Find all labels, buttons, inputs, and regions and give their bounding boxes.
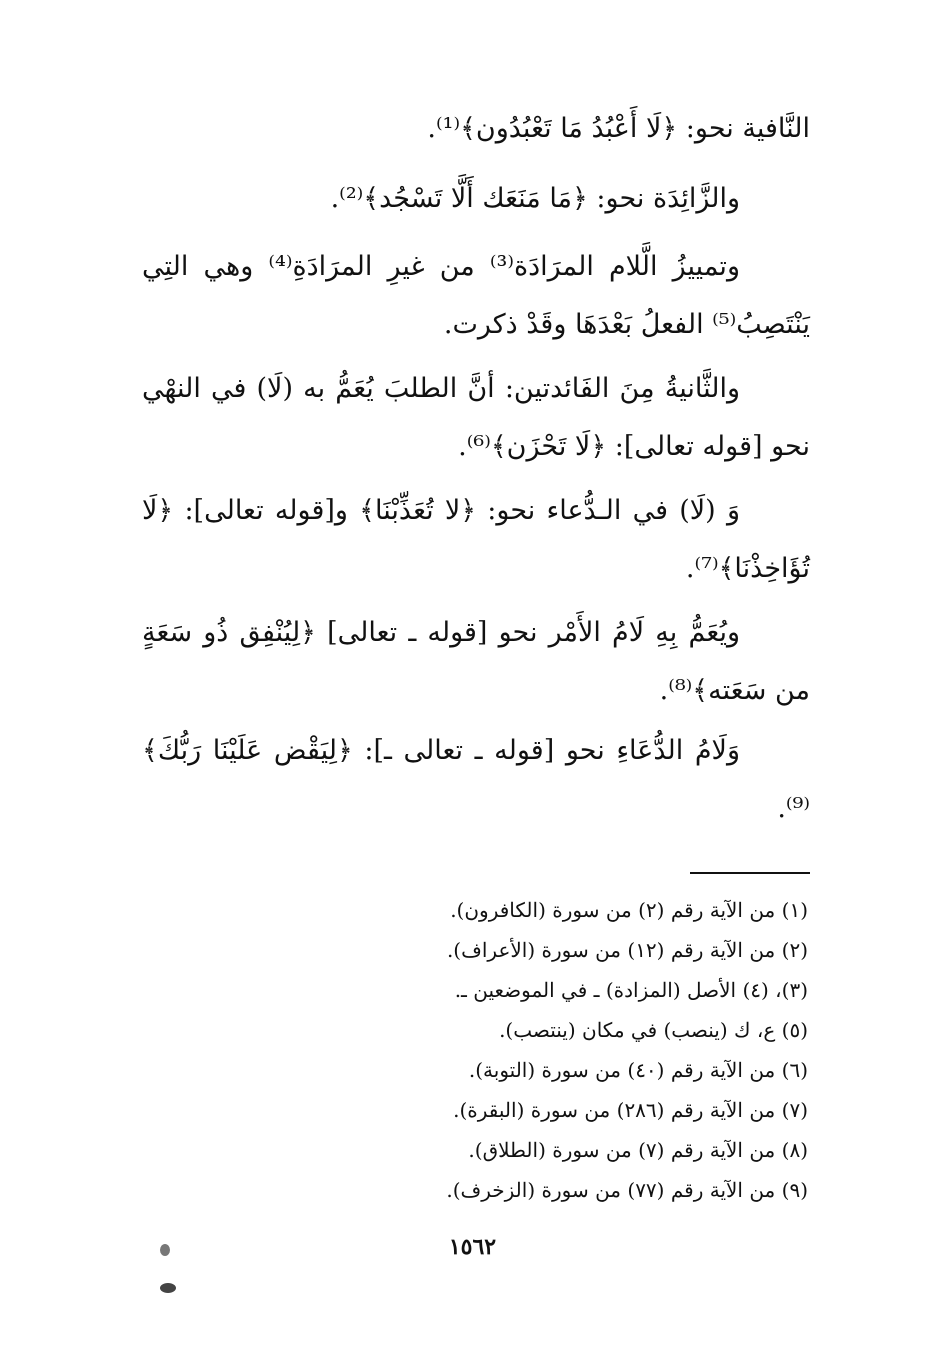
footnote-item: (١) من الآية رقم (٢) من سورة (الكافرون).	[450, 898, 808, 922]
footnote-item: (٨) من الآية رقم (٧) من سورة (الطلاق).	[468, 1138, 808, 1162]
paragraph-tamyiz-lam: وتمييزُ الَّلام المرَادَة⁽³⁾ من غيرِ المرَادَةِ⁽⁴⁾ وهي التِي يَنْتَصِبُ⁽⁵⁾ الفعلُ بَعْدَهَا وقَدْ ذكرت.	[142, 251, 810, 340]
paragraph-lam-dua: وَلَامُ الدُّعَاءِ نحو [قوله ـ تعالى ـ]: ﴿لِيَقْض عَلَيْنَا رَبُّكَ﴾⁽⁹⁾.	[142, 735, 810, 824]
ink-speck-mark	[160, 1283, 176, 1293]
footnote-separator	[690, 872, 810, 874]
footnote-item: (٦) من الآية رقم (٤٠) من سورة (التوبة).	[468, 1058, 808, 1082]
page-number: ١٥٦٢	[448, 1234, 497, 1260]
paragraph-nafia: النَّافية نحو: ﴿لَا أَعْبُدُ مَا تَعْبُدُون﴾⁽¹⁾.	[427, 113, 810, 144]
footnote-item: (٣)، (٤) الأصل (المزادة) ـ في الموضعين ـ.	[454, 978, 808, 1002]
footnote-item: (٥) ع، ك (ينصب) في مكان (ينتصب).	[499, 1018, 808, 1042]
paragraph-lam-amr: ويُعَمُّ بِهِ لَامُ الأَمْر نحو [قوله ـ تعالى] ﴿لِيُنْفِق ذُو سَعَةٍ من سَعَته﴾⁽⁸⁾.	[142, 617, 810, 706]
paragraph-la-dua: وَ (لَا) في الـدُّعاء نحو: ﴿لا تُعَذِّبْنَا﴾ و[قوله تعالى]: ﴿لَا تُؤَاخِذْنَا﴾⁽⁷⁾.	[142, 495, 810, 584]
footnote-item: (٢) من الآية رقم (١٢) من سورة (الأعراف).	[446, 938, 808, 962]
ink-speck-mark	[160, 1244, 170, 1256]
paragraph-zaida: والزَّائِدَة نحو: ﴿مَا مَنَعَك أَلَّا تَسْجُد﴾⁽²⁾.	[330, 183, 740, 214]
footnote-item: (٧) من الآية رقم (٢٨٦) من سورة (البقرة).	[453, 1098, 808, 1122]
footnotes-list	[300, 890, 808, 1210]
footnote-item: (٩) من الآية رقم (٧٧) من سورة (الزخرف).	[446, 1178, 808, 1202]
paragraph-second-benefit: والثَّانيةُ مِنَ الفَائدتين: أنَّ الطلبَ يُعَمُّ به (لَا) في النهْي نحو [قوله تعالى]: ﴿لَا تَحْزَن﴾⁽⁶⁾.	[142, 373, 810, 462]
